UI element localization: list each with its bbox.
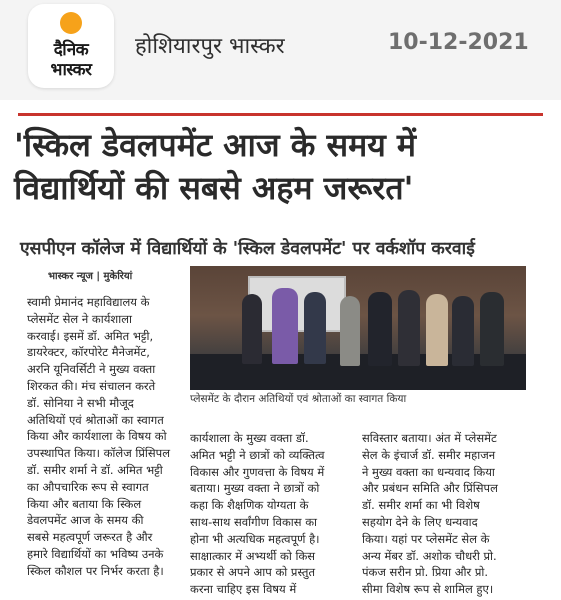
- article-text-line: और प्रबंधन समिति और प्रिंसिपल: [362, 481, 498, 496]
- article-text-line: डॉ. सोनिया ने सभी मौजूद: [27, 395, 134, 410]
- edition-title: होशियारपुर भास्कर: [135, 34, 285, 59]
- article-column-1: [27, 294, 183, 580]
- article-text-line: डॉ. समीर शर्मा ने डॉ. अमित भट्टी: [27, 462, 163, 477]
- article-text-line: विकास और गुणवत्ता के विषय में: [190, 464, 325, 479]
- article-byline: भास्कर न्यूज | मुकेरियां: [48, 271, 133, 282]
- article-text-line: अमित भट्टी ने छात्रों को व्यक्तित्व: [190, 447, 325, 462]
- article-text-line: प्लेसमेंट सेल ने कार्यशाला: [27, 311, 132, 326]
- article-column-3: [362, 430, 527, 598]
- article-text-line: सीमा विशेष रूप से शामिल हुए।: [362, 582, 494, 597]
- article-text-line: का औपचारिक रूप से स्वागत: [27, 479, 149, 494]
- event-photo: [190, 266, 526, 390]
- article-text-line: डॉ. समीर शर्मा का भी विशेष: [362, 498, 480, 513]
- person-figure: [272, 288, 298, 364]
- headline-line: विद्यार्थियों की सबसे अहम जरूरत': [14, 169, 414, 207]
- article-text-line: उपस्थापित किया। कॉलेज प्रिंसिपल: [27, 446, 170, 461]
- article-text-line: शिरकत की। मंच संचालन करते: [27, 378, 156, 393]
- article-text-line: अतिथियों एवं श्रोताओं का स्वागत: [27, 412, 164, 427]
- article-subhead: एसपीएन कॉलेज में विद्यार्थियों के 'स्किल डेवलपमेंट' पर वर्कशॉप करवाई: [20, 239, 475, 259]
- article-headline: [14, 124, 554, 210]
- article-text-line: डेवलपमेंट आज के समय की: [27, 513, 144, 528]
- person-figure: [426, 294, 448, 366]
- person-figure: [398, 290, 420, 366]
- logo-text-line2: भास्कर: [50, 60, 92, 80]
- article-text-line: स्किल कौशल पर निर्भर करता है।: [27, 563, 164, 578]
- article-text-line: सहयोग देने के लिए धन्यवाद: [362, 514, 478, 529]
- dainik-bhaskar-logo[interactable]: [28, 4, 114, 88]
- article-text-line: साक्षात्कार में अभ्यर्थी को किस: [190, 548, 316, 563]
- article-text-line: करवाई। इसमें डॉ. अमित भट्टी,: [27, 328, 154, 343]
- article-text-line: किया और कार्यशाला के विषय को: [27, 429, 167, 444]
- article-text-line: ने मुख्य वक्ता का धन्यवाद किया: [362, 464, 495, 479]
- photo-caption: प्लेसमेंट के दौरान अतिथियों एवं श्रोताओं का स्वागत किया: [190, 393, 407, 405]
- article-text-line: डायरेक्टर, कॉरपोरेट मैनेजमेंट,: [27, 345, 150, 360]
- article-text-line: कहा कि शैक्षणिक योग्यता के: [190, 498, 309, 513]
- person-figure: [340, 296, 360, 366]
- article-text-line: सविस्तार बताया। अंत में प्लेसमेंट: [362, 431, 497, 445]
- article-text-line: किया और बताया कि स्किल: [27, 496, 142, 511]
- article-text-line: हमारे विद्यार्थियों का भविष्य उनके: [27, 546, 164, 561]
- article-text-line: करना चाहिए इस विषय में: [190, 582, 297, 597]
- article-text-line: साथ-साथ सर्वांगीण विकास का: [190, 514, 317, 529]
- headline-rule: [18, 113, 543, 116]
- article-text-line: अरनि यूनिवर्सिटी ने मुख्य वक्ता: [27, 362, 156, 377]
- person-figure: [368, 292, 392, 366]
- article-text-line: बताया। मुख्य वक्ता ने छात्रों को: [190, 481, 320, 496]
- article-text-line: अन्य मेंबर डॉ. अशोक चौधरी प्रो.: [362, 548, 497, 563]
- article-text-line: कार्यशाला के मुख्य वक्ता डॉ.: [190, 431, 309, 445]
- person-figure: [480, 292, 504, 366]
- sun-icon: [60, 12, 82, 34]
- article-text-line: होना भी अत्यधिक महत्वपूर्ण है।: [190, 531, 320, 546]
- person-figure: [242, 294, 262, 364]
- article-text-line: पंकज सरीन प्रो. प्रिया और प्रो.: [362, 565, 489, 580]
- logo-text-line1: दैनिक: [53, 40, 89, 60]
- headline-line: 'स्किल डेवलपमेंट आज के समय में: [14, 126, 417, 164]
- edition-date: 10-12-2021: [388, 30, 529, 55]
- app-header: [0, 0, 561, 100]
- article-text-line: किया। यहां पर प्लेसमेंट सेल के: [362, 531, 490, 546]
- person-figure: [304, 292, 326, 364]
- article-text-line: स्वामी प्रेमानंद महाविद्यालय के: [27, 295, 150, 309]
- article-column-2: [190, 430, 355, 598]
- person-figure: [452, 296, 474, 366]
- article-text-line: सबसे महत्वपूर्ण जरूरत है और: [27, 530, 153, 545]
- article-text-line: सेल के इंचार्ज डॉ. समीर महाजन: [362, 447, 496, 462]
- article-text-line: प्रकार से अपने आप को प्रस्तुत: [190, 565, 316, 580]
